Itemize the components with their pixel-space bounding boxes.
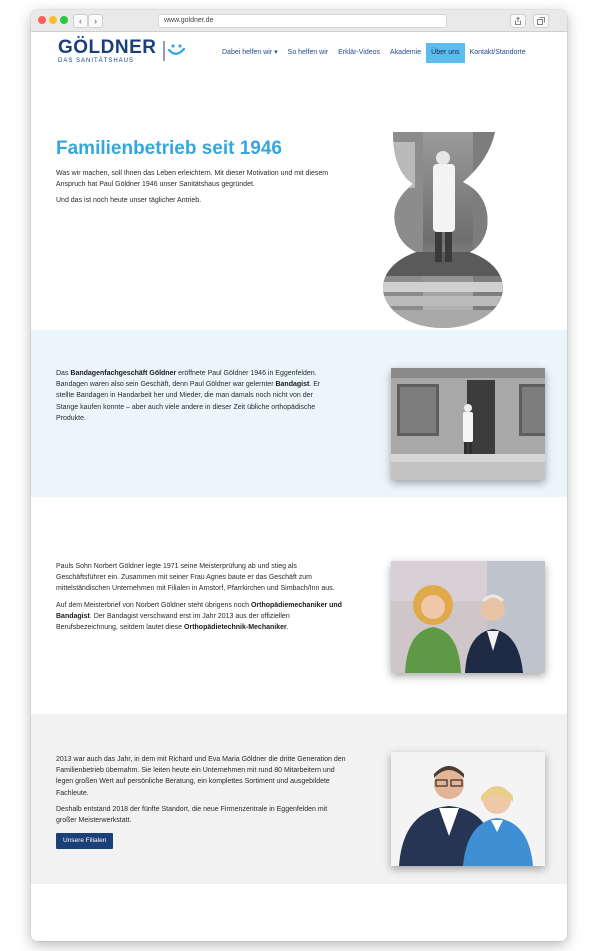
nav-ueber-uns[interactable]: Über uns xyxy=(426,43,464,63)
back-button[interactable]: ‹ xyxy=(73,14,88,28)
minimize-window-button[interactable] xyxy=(49,16,57,24)
main-navigation xyxy=(217,43,531,63)
site-header xyxy=(31,32,567,72)
logo-tagline: DAS SANITÄTSHAUS xyxy=(58,58,135,64)
page-title: Familienbetrieb seit 1946 xyxy=(56,138,282,159)
logo-wordmark: GÖLDNER xyxy=(58,37,157,58)
address-bar[interactable]: www.goldner.de xyxy=(158,14,447,28)
hero-paragraph: Was wir machen, soll Ihnen das Leben erleichtern. Mit dieser Motivation und mit diesem Anspruch hat Paul Göldner 1946 unser Sanitätshaus gegründet. xyxy=(56,170,329,189)
browser-window xyxy=(31,10,567,941)
third-generation-section xyxy=(31,714,567,884)
history-section-1946 xyxy=(31,330,567,497)
smile-logo-icon xyxy=(161,40,187,62)
logo[interactable] xyxy=(58,38,157,64)
couple-image xyxy=(391,752,545,866)
share-icon xyxy=(514,17,522,25)
maximize-window-button[interactable] xyxy=(60,16,68,24)
couple-image xyxy=(391,561,545,673)
hero-section xyxy=(31,72,567,330)
section-text: Das Bandagenfachgeschäft Göldner eröffnete Paul Göldner 1946 in Eggenfelden. Bandagen waren also sein Geschäft, denn Paul Göldner war gelernter Bandagist. Er stellte Bandagen in Handarbeit her und Mieder, die man damals noch nicht von der Stange kaufen konnte – aber auch viele andere in dieser Zeit übliche orthopädische Produkte. xyxy=(56,370,321,422)
norbert-agnes-photo xyxy=(391,561,545,673)
forward-button[interactable]: › xyxy=(88,14,103,28)
hero-text xyxy=(56,168,331,212)
nav-so-helfen-wir[interactable]: So helfen wir xyxy=(287,49,329,56)
hero-paragraph: Und das ist noch heute unser täglicher Antrieb. xyxy=(56,197,202,205)
section-paragraph: Pauls Sohn Norbert Göldner legte 1971 seine Meisterprüfung ab und stieg als Geschäftsführer ein. Zusammen mit seiner Frau Agnes baute er das Geschäft zum mittelständischen Unternehmen mit Filialen in Arnstorf, Pfarrkirchen und Simbach/Inn aus. xyxy=(56,563,335,593)
close-window-button[interactable] xyxy=(38,16,46,24)
unsere-filialen-button[interactable]: Unsere Filialen xyxy=(56,833,113,849)
section-paragraph: 2013 war auch das Jahr, in dem mit Richard und Eva Maria Göldner die dritte Generation den Familienbetrieb übernahm. Sie leiten heute ein Unternehmen mit rund 80 Mitarbeitern und legen großen Wert auf persönliche Beratung, ein komplettes Sortiment und ausgebildete Fachleute. xyxy=(56,756,346,797)
tabs-icon xyxy=(537,17,545,25)
section-text xyxy=(56,754,346,831)
section-paragraph: Deshalb entstand 2018 der fünfte Standort, die neue Firmenzentrale in Eggenfelden mit großer Meisterwerkstatt. xyxy=(56,805,328,825)
history-section-1971 xyxy=(31,497,567,714)
storefront-photo xyxy=(391,368,545,480)
nav-erklaer-videos[interactable]: Erklär-Videos xyxy=(338,49,381,56)
share-button[interactable] xyxy=(510,14,526,28)
nav-dabei-helfen-wir[interactable]: Dabei helfen wir ▾ xyxy=(222,49,278,56)
section-text: Pauls Sohn Norbert Göldner legte 1971 seine Meisterprüfung ab und stieg als Geschäftsführer ein. Zusammen mit seiner Frau Agnes baute er das Geschäft zum mittelständischen Unternehmen mit Filialen in Arnstorf, Pfarrkirchen und Simbach/Inn aus. Auf dem Meisterbrief von Norbert Göldner steht übrigens noch Orthopädiemechaniker und Bandagist. Der Bandagist verschwand erst im Jahr 2013 aus der offiziellen Berufsbezeichnung, seitdem lautet diese Orthopädietechnik-Mechaniker. xyxy=(56,561,346,638)
storefront-image xyxy=(391,368,545,480)
tabs-button[interactable] xyxy=(533,14,549,28)
g-logo-photo xyxy=(383,132,513,328)
nav-akademie[interactable]: Akademie xyxy=(390,49,422,56)
nav-kontakt-standorte[interactable]: Kontakt/Standorte xyxy=(469,49,526,56)
browser-toolbar xyxy=(31,10,567,32)
richard-eva-photo xyxy=(391,752,545,866)
